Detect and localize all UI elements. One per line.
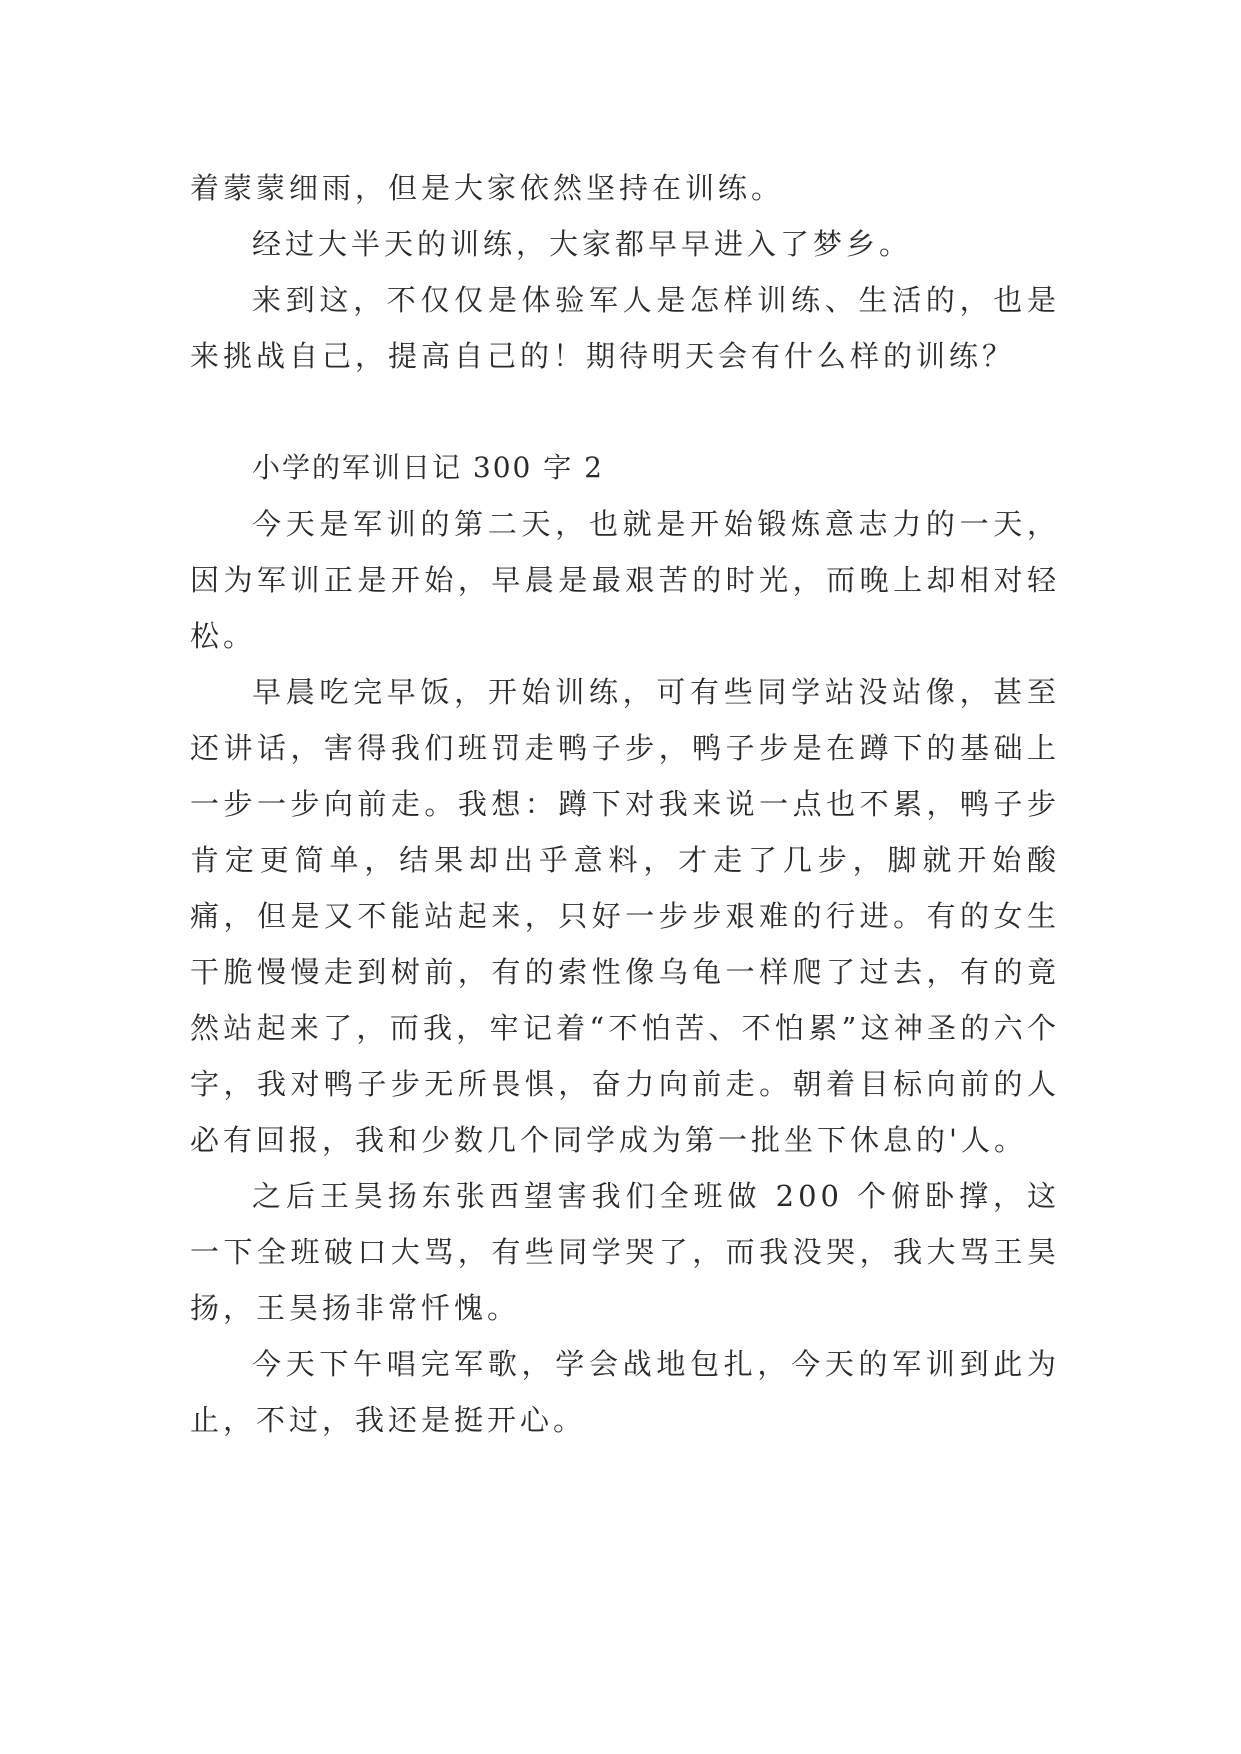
blank-line [190,384,1060,440]
paragraph-continued: 着蒙蒙细雨，但是大家依然坚持在训练。 [190,171,785,205]
document-body [190,160,1060,1448]
paragraph: 来到这，不仅仅是体验军人是怎样训练、生活的，也是来挑战自己，提高自己的！期待明天会有什么样的训练？ [190,283,1060,373]
paragraph: 经过大半天的训练，大家都早早进入了梦乡。 [252,227,913,261]
section-title: 小学的军训日记 300 字 2 [252,451,604,484]
paragraph: 今天下午唱完军歌，学会战地包扎，今天的军训到此为止，不过，我还是挺开心。 [190,1347,1060,1437]
paragraph: 早晨吃完早饭，开始训练，可有些同学站没站像，甚至还讲话，害得我们班罚走鸭子步，鸭子步是在蹲下的基础上一步一步向前走。我想：蹲下对我来说一点也不累，鸭子步肯定更简单，结果却出乎意料，才走了几步，脚就开始酸痛，但是又不能站起来，只好一步步艰难的行进。有的女生干脆慢慢走到树前，有的索性像乌龟一样爬了过去，有的竟然站起来了，而我，牢记着“不怕苦、不怕累”这神圣的六个字，我对鸭子步无所畏惧，奋力向前走。朝着目标向前的人必有回报，我和少数几个同学成为第一批坐下休息的'人。 [190,675,1060,1157]
paragraph: 之后王昊扬东张西望害我们全班做 200 个俯卧撑，这一下全班破口大骂，有些同学哭了，而我没哭，我大骂王昊扬，王昊扬非常忏愧。 [190,1179,1060,1325]
paragraph: 今天是军训的第二天，也就是开始锻炼意志力的一天，因为军训正是开始，早晨是最艰苦的时光，而晚上却相对轻松。 [190,507,1060,653]
